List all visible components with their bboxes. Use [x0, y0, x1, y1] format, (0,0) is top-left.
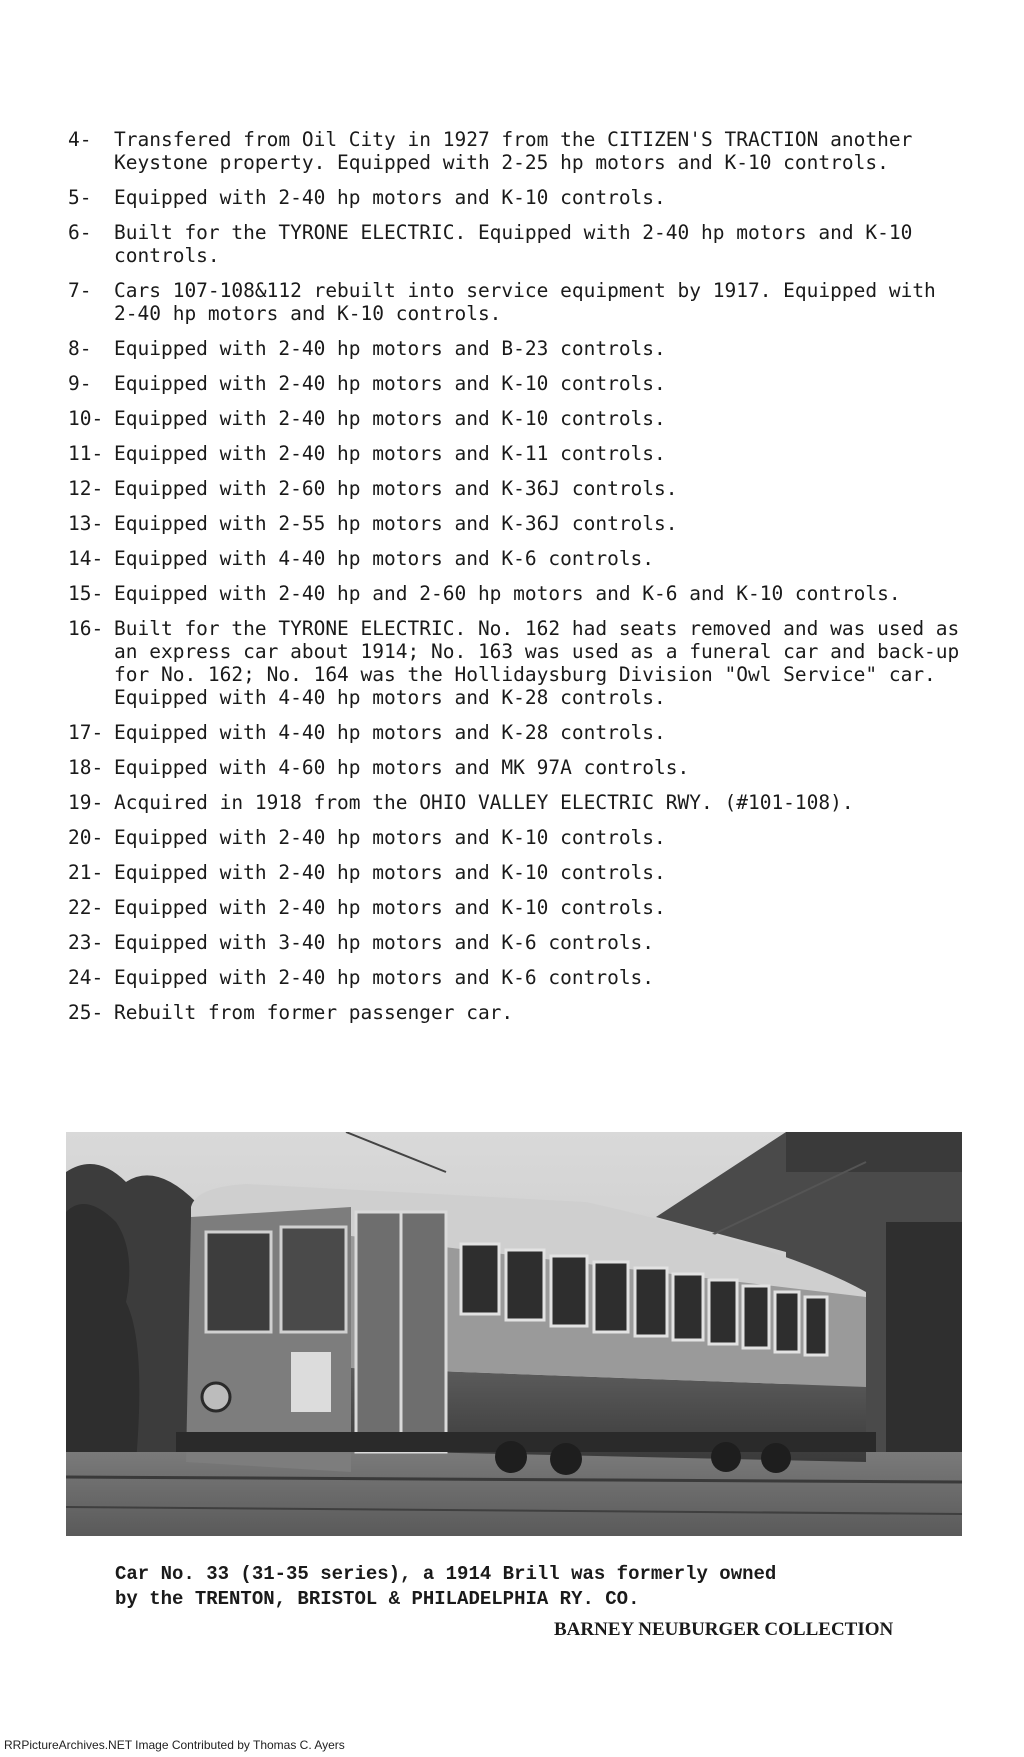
note-item	[68, 337, 978, 360]
note-number: 10-	[68, 407, 104, 430]
note-text: Equipped with 2-40 hp and 2-60 hp motors and K-6 and K-10 controls.	[114, 582, 901, 605]
note-text: Rebuilt from former passenger car.	[114, 1001, 514, 1024]
note-number: 14-	[68, 547, 104, 570]
note-text: Cars 107-108&112 rebuilt into service equipment by 1917. Equipped with 2-40 hp motors and K-10 controls.	[114, 279, 936, 325]
note-item	[68, 582, 978, 605]
note-item	[68, 477, 978, 500]
note-number: 7-	[68, 279, 92, 302]
note-item	[68, 896, 978, 919]
note-number: 24-	[68, 966, 104, 989]
note-number: 6-	[68, 221, 92, 244]
note-number: 17-	[68, 721, 104, 744]
note-item	[68, 186, 978, 209]
note-item	[68, 279, 978, 325]
photo-caption	[115, 1562, 915, 1612]
note-number: 11-	[68, 442, 104, 465]
note-text: Equipped with 2-40 hp motors and K-11 controls.	[114, 442, 666, 465]
note-text: Equipped with 4-40 hp motors and K-28 controls.	[114, 721, 666, 744]
note-text: Equipped with 3-40 hp motors and K-6 controls.	[114, 931, 655, 954]
note-number: 19-	[68, 791, 104, 814]
note-number: 8-	[68, 337, 92, 360]
note-text: Equipped with 4-60 hp motors and MK 97A controls.	[114, 756, 690, 779]
note-item	[68, 966, 978, 989]
note-item	[68, 442, 978, 465]
note-item	[68, 512, 978, 535]
note-item	[68, 861, 978, 884]
note-text: Equipped with 2-40 hp motors and K-10 controls.	[114, 186, 666, 209]
note-item	[68, 721, 978, 744]
note-item	[68, 931, 978, 954]
note-number: 13-	[68, 512, 104, 535]
streetcar-photo	[66, 1132, 962, 1536]
note-item	[68, 756, 978, 779]
note-number: 15-	[68, 582, 104, 605]
note-text: Equipped with 2-55 hp motors and K-36J controls.	[114, 512, 678, 535]
note-item	[68, 372, 978, 395]
note-item	[68, 791, 978, 814]
note-number: 22-	[68, 896, 104, 919]
note-number: 9-	[68, 372, 92, 395]
note-item	[68, 547, 978, 570]
note-number: 23-	[68, 931, 104, 954]
note-number: 21-	[68, 861, 104, 884]
note-text: Equipped with 2-40 hp motors and K-6 controls.	[114, 966, 655, 989]
note-text: Built for the TYRONE ELECTRIC. Equipped with 2-40 hp motors and K-10 controls.	[114, 221, 913, 267]
note-item	[68, 826, 978, 849]
note-text: Acquired in 1918 from the OHIO VALLEY ELECTRIC RWY. (#101-108).	[114, 791, 854, 814]
note-item	[68, 1001, 978, 1024]
note-text: Equipped with 2-40 hp motors and K-10 controls.	[114, 896, 666, 919]
notes-list	[68, 128, 978, 1036]
note-text: Equipped with 4-40 hp motors and K-6 controls.	[114, 547, 655, 570]
note-number: 18-	[68, 756, 104, 779]
photo-credit: BARNEY NEUBURGER COLLECTION	[554, 1619, 894, 1640]
note-number: 4-	[68, 128, 92, 151]
note-number: 12-	[68, 477, 104, 500]
note-item	[68, 617, 978, 709]
note-number: 20-	[68, 826, 104, 849]
note-number: 16-	[68, 617, 104, 640]
note-text: Equipped with 2-40 hp motors and B-23 controls.	[114, 337, 666, 360]
footer-attribution: RRPictureArchives.NET Image Contributed by Thomas C. Ayers	[4, 1738, 345, 1752]
note-item	[68, 128, 978, 174]
streetcar-illustration	[66, 1132, 962, 1536]
note-text: Equipped with 2-40 hp motors and K-10 controls.	[114, 826, 666, 849]
note-text: Equipped with 2-40 hp motors and K-10 controls.	[114, 407, 666, 430]
note-text: Equipped with 2-60 hp motors and K-36J controls.	[114, 477, 678, 500]
note-item	[68, 221, 978, 267]
note-text: Transfered from Oil City in 1927 from the CITIZEN'S TRACTION another Keystone property. Equipped with 2-25 hp motors and K-10 controls.	[114, 128, 913, 174]
caption-line-2: by the TRENTON, BRISTOL & PHILADELPHIA RY. CO.	[115, 1588, 640, 1610]
note-text: Built for the TYRONE ELECTRIC. No. 162 had seats removed and was used as an express car about 1914; No. 163 was used as a funeral car and back-up for No. 162; No. 164 was the Hollidaysburg Division "Owl Service" car. Equipped with 4-40 hp motors and K-28 controls.	[114, 617, 960, 709]
note-number: 25-	[68, 1001, 104, 1024]
note-item	[68, 407, 978, 430]
caption-line-1: Car No. 33 (31-35 series), a 1914 Brill was formerly owned	[115, 1563, 777, 1585]
note-number: 5-	[68, 186, 92, 209]
note-text: Equipped with 2-40 hp motors and K-10 controls.	[114, 861, 666, 884]
note-text: Equipped with 2-40 hp motors and K-10 controls.	[114, 372, 666, 395]
